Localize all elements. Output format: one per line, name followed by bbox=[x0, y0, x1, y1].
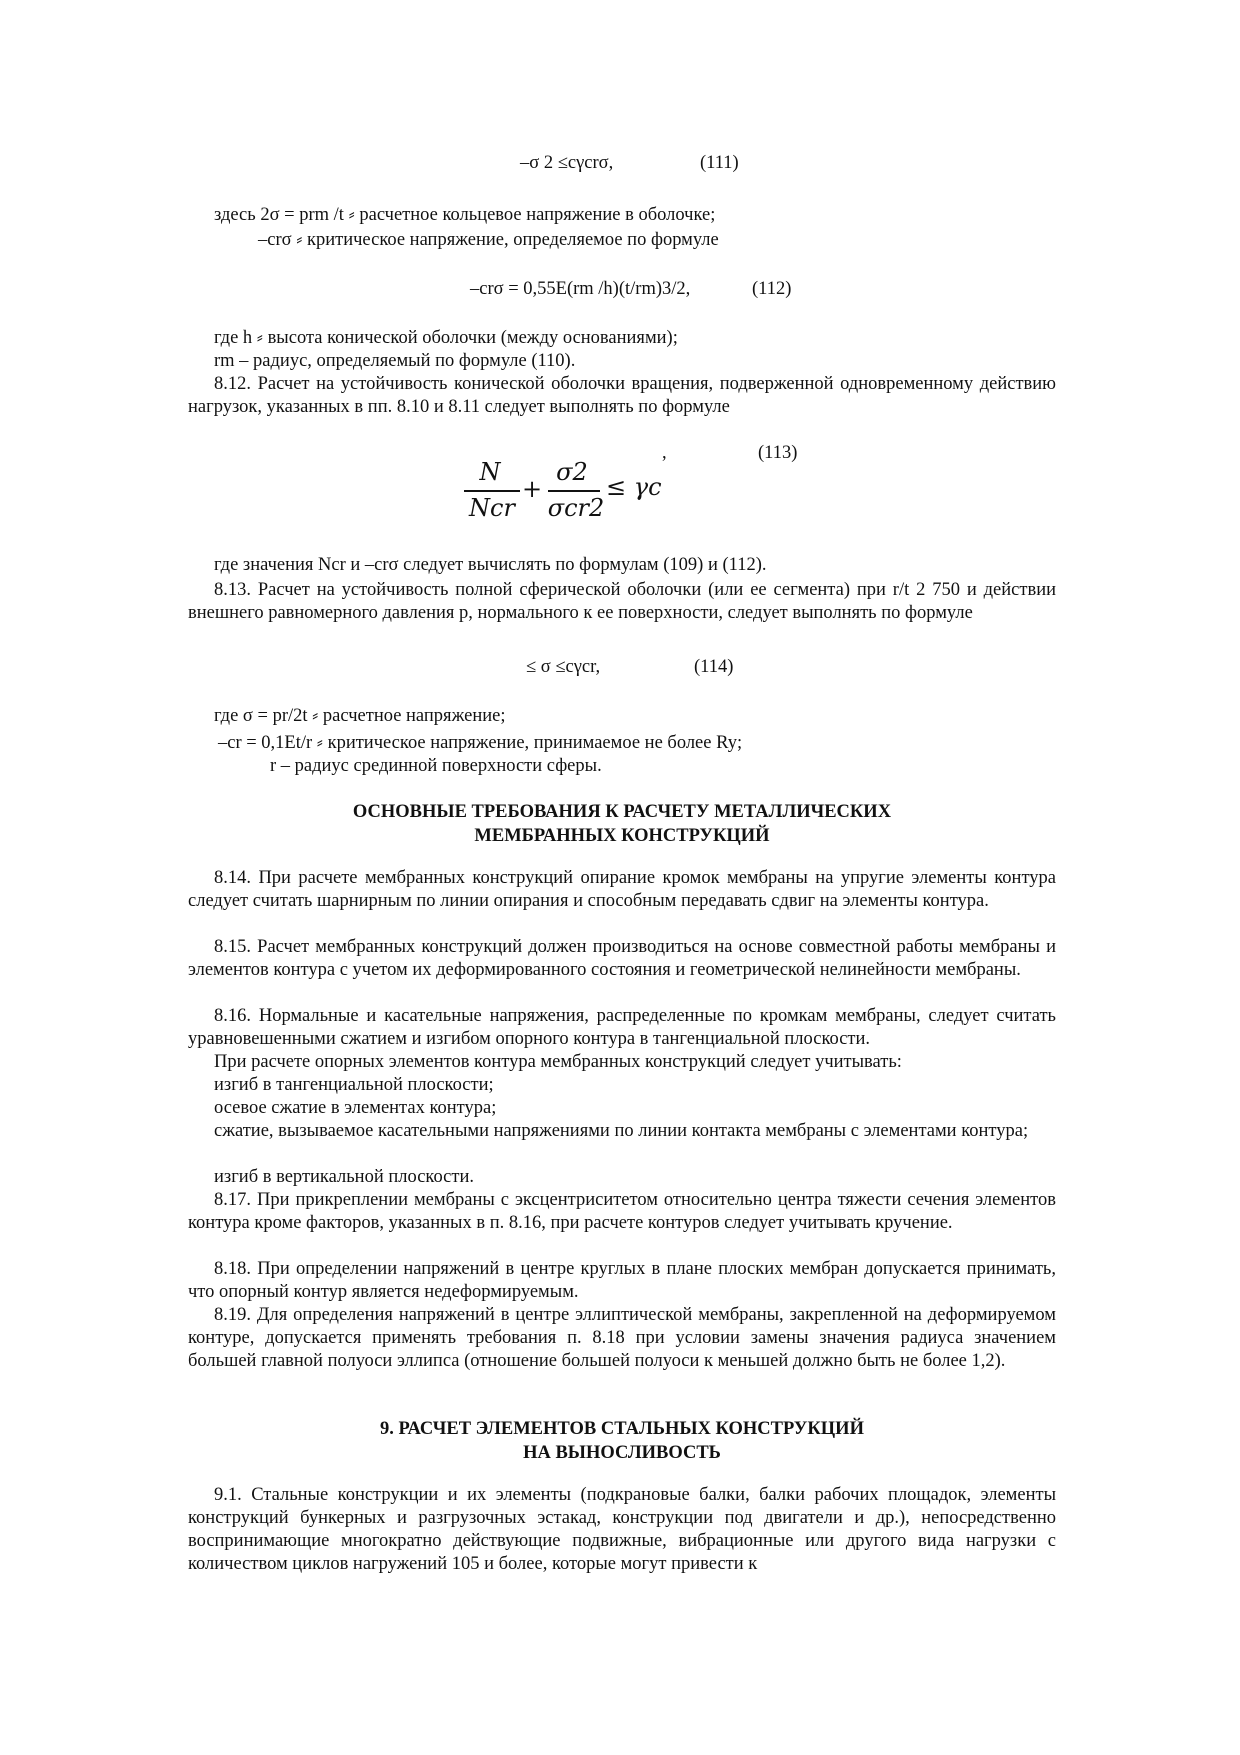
text-r-definition: r – радиус срединной поверхности сферы. bbox=[270, 756, 602, 776]
equation-112: –crσ = 0,55E(rm /h)(t/rm)3/2, bbox=[470, 279, 691, 299]
equation-111: –σ 2 ≤cγcrσ, bbox=[520, 153, 614, 173]
list-item-shear-compression: сжатие, вызываемое касательными напряжениями по линии контакта мембраны с элементами контура; bbox=[214, 1121, 1029, 1141]
equation-113-plus: + bbox=[522, 475, 543, 503]
fraction-n-numerator: N bbox=[479, 458, 501, 486]
text-hoop-stress: здесь 2σ = prm /t ⸗ расчетное кольцевое напряжение в оболочке; bbox=[214, 205, 716, 225]
paragraph-8-17: 8.17. При прикреплении мембраны с эксцентриситетом относительно центра тяжести сечения элементов контура кроме факторов, указанных в п. 8.16, при расчете контуров следует учитывать кручение. bbox=[188, 1190, 1056, 1233]
paragraph-8-16: 8.16. Нормальные и касательные напряжения, распределенные по кромкам мембраны, следует считать уравновешенными сжатием и изгибом опорного контура в тангенциальной плоскости. bbox=[188, 1006, 1056, 1049]
list-item-bending-vertical: изгиб в вертикальной плоскости. bbox=[214, 1167, 474, 1187]
text-h-definition: где h ⸗ высота конической оболочки (между основаниями); bbox=[214, 328, 678, 348]
paragraph-8-13: 8.13. Расчет на устойчивость полной сферической оболочки (или ее сегмента) при r/t 2 750 и действии внешнего равномерного давления p, нормального к ее поверхности, следует выполнять по формуле bbox=[188, 580, 1056, 623]
paragraph-9-1: 9.1. Стальные конструкции и их элементы (подкрановые балки, балки рабочих площадок, элементы конструкций бункерных и разгрузочных эстакад, конструкции под двигатели и др.), непосредственно воспринимающие многократно действующие подвижные, вибрационные или другого вида нагрузки с количеством циклов нагружений 105 и более, которые могут привести к bbox=[188, 1485, 1056, 1574]
list-item-axial-compression: осевое сжатие в элементах контура; bbox=[214, 1098, 497, 1118]
paragraph-8-19: 8.19. Для определения напряжений в центре эллиптической мембраны, закрепленной на деформируемом контуре, допускается применять требования п. 8.18 при условии замены значения радиуса значением большей главной полуоси эллипса (отношение большей полуоси к меньшей должно быть не более 1,2). bbox=[188, 1305, 1056, 1371]
paragraph-8-15: 8.15. Расчет мембранных конструкций должен производиться на основе совместной работы мембраны и элементов контура с учетом их деформированного состояния и геометрической нелинейности мембраны. bbox=[188, 937, 1056, 980]
equation-113-comma: , bbox=[662, 443, 667, 463]
heading-line-1: ОСНОВНЫЕ ТРЕБОВАНИЯ К РАСЧЕТУ МЕТАЛЛИЧЕСКИХ bbox=[352, 802, 892, 822]
text-values-reference: где значения Ncr и –crσ следует вычислять по формулам (109) и (112). bbox=[214, 555, 767, 575]
fraction-sigma-denominator: σcr2 bbox=[547, 494, 605, 522]
fraction-n-denominator: Ncr bbox=[469, 494, 515, 522]
text-support-elements: При расчете опорных элементов контура мембранных конструкций следует учитывать: bbox=[214, 1052, 902, 1072]
equation-number-111: (111) bbox=[700, 153, 739, 173]
list-item-bending-tangential: изгиб в тангенциальной плоскости; bbox=[214, 1075, 494, 1095]
paragraph-8-14: 8.14. При расчете мембранных конструкций опирание кромок мембраны на упругие элементы контура следует считать шарнирным по линии опирания и способным передавать сдвиг на элементы контура. bbox=[188, 868, 1056, 911]
text-critical-stress: –crσ ⸗ критическое напряжение, определяемое по формуле bbox=[258, 230, 719, 250]
fraction-sigma-numerator: σ2 bbox=[556, 458, 588, 486]
equation-113-rhs: ≤ γc bbox=[606, 473, 662, 501]
heading-line-2: МЕМБРАННЫХ КОНСТРУКЦИЙ bbox=[474, 826, 770, 846]
equation-number-113: (113) bbox=[758, 443, 798, 463]
heading2-line-1: 9. РАСЧЕТ ЭЛЕМЕНТОВ СТАЛЬНЫХ КОНСТРУКЦИЙ bbox=[380, 1419, 864, 1439]
text-rm-definition: rm – радиус, определяемый по формуле (110). bbox=[214, 351, 576, 371]
equation-number-114: (114) bbox=[694, 657, 734, 677]
heading2-line-2: НА ВЫНОСЛИВОСТЬ bbox=[523, 1443, 721, 1463]
equation-114: ≤ σ ≤cγcr, bbox=[526, 657, 601, 677]
fraction-n-bar bbox=[464, 490, 520, 492]
text-sigma-definition: где σ = pr/2t ⸗ расчетное напряжение; bbox=[214, 706, 506, 726]
equation-number-112: (112) bbox=[752, 279, 792, 299]
fraction-sigma-bar bbox=[548, 490, 600, 492]
paragraph-8-18: 8.18. При определении напряжений в центре круглых в плане плоских мембран допускается принимать, что опорный контур является недеформируемым. bbox=[188, 1259, 1056, 1302]
section-heading-fatigue bbox=[188, 1417, 1056, 1465]
text-sigma-cr-definition: –cr = 0,1Et/r ⸗ критическое напряжение, принимаемое не более Ry; bbox=[218, 733, 743, 753]
paragraph-8-12: 8.12. Расчет на устойчивость конической оболочки вращения, подверженной одновременному действию нагрузок, указанных в пп. 8.10 и 8.11 следует выполнять по формуле bbox=[188, 374, 1056, 417]
section-heading-membrane bbox=[188, 800, 1056, 848]
